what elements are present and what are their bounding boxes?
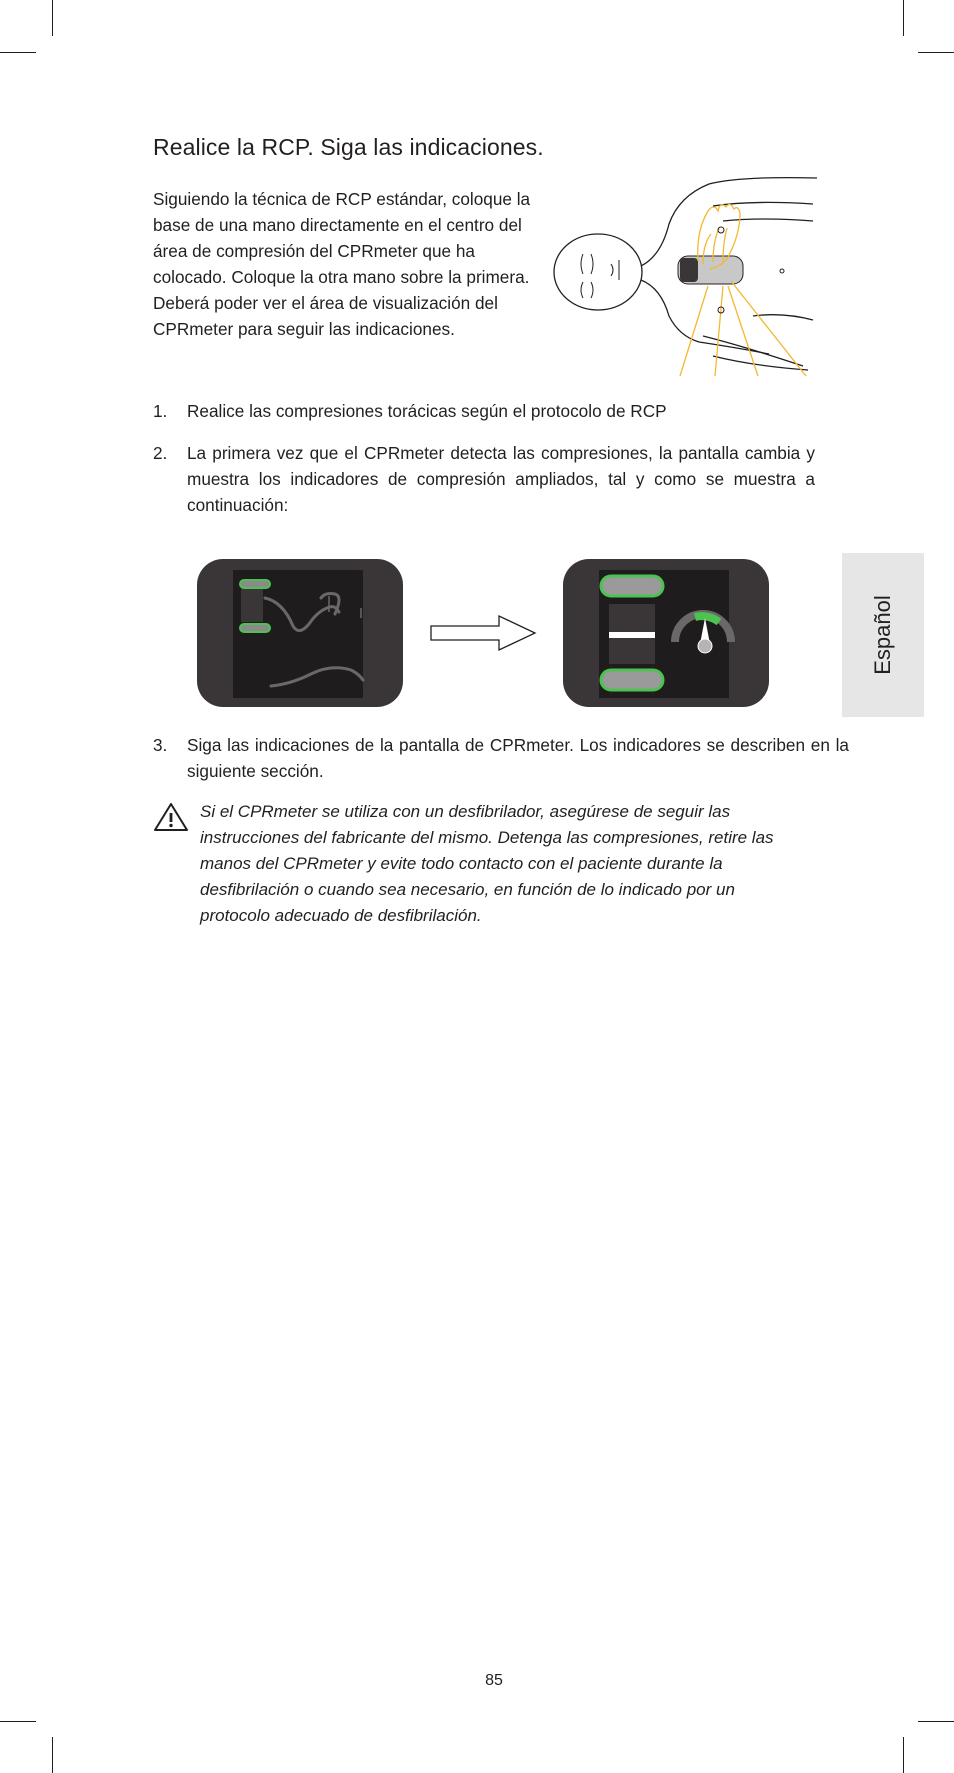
cprmeter-expanded-screen xyxy=(563,559,769,707)
step-item xyxy=(153,732,849,784)
step-number: 2. xyxy=(153,443,168,463)
crop-mark xyxy=(52,0,53,36)
cpr-hand-placement-illustration xyxy=(553,176,818,376)
step-item xyxy=(153,440,815,518)
crop-mark xyxy=(52,1737,53,1773)
warning-triangle-icon xyxy=(153,801,189,833)
cprmeter-initial-screen xyxy=(197,559,403,707)
crop-mark xyxy=(903,0,904,36)
language-tab-label: Español xyxy=(870,595,895,675)
step-text: Realice las compresiones torácicas según el protocolo de RCP xyxy=(187,401,667,421)
crop-mark xyxy=(918,52,954,53)
transition-arrow xyxy=(431,616,535,650)
step-text: La primera vez que el CPRmeter detecta las compresiones, la pantalla cambia y muestra los indicadores de compresión ampliados, tal y como se muestra a continuación: xyxy=(187,443,815,515)
crop-mark xyxy=(903,1737,904,1773)
intro-paragraph: Siguiendo la técnica de RCP estándar, coloque la base de una mano directamente en el centro del área de compresión del CPRmeter que ha colocado. Coloque la otra mano sobre la primera. Deberá poder ver el área de visualización del CPRmeter para seguir las indicaciones. xyxy=(153,189,531,339)
step-item xyxy=(153,398,815,424)
step-number: 3. xyxy=(153,735,168,755)
crop-mark xyxy=(0,1721,36,1722)
warning-note xyxy=(153,799,793,929)
crop-mark xyxy=(918,1721,954,1722)
page-number: 85 xyxy=(485,1672,503,1689)
crop-mark xyxy=(0,52,36,53)
step-number: 1. xyxy=(153,401,168,421)
step-text: Siga las indicaciones de la pantalla de CPRmeter. Los indicadores se describen en la siguiente sección. xyxy=(187,735,849,781)
warning-text: Si el CPRmeter se utiliza con un desfibrilador, asegúrese de seguir las instrucciones del fabricante del mismo. Detenga las compresiones, retire las manos del CPRmeter y evite todo contacto con el paciente durante la desfibrilación o cuando sea necesario, en función de lo indicado por un protocolo adecuado de desfibrilación. xyxy=(200,802,774,925)
cprmeter-screen-transition-figure xyxy=(197,558,771,710)
steps-list xyxy=(153,398,815,518)
language-side-tab xyxy=(842,553,924,717)
page-title: Realice la RCP. Siga las indicaciones. xyxy=(153,134,544,160)
